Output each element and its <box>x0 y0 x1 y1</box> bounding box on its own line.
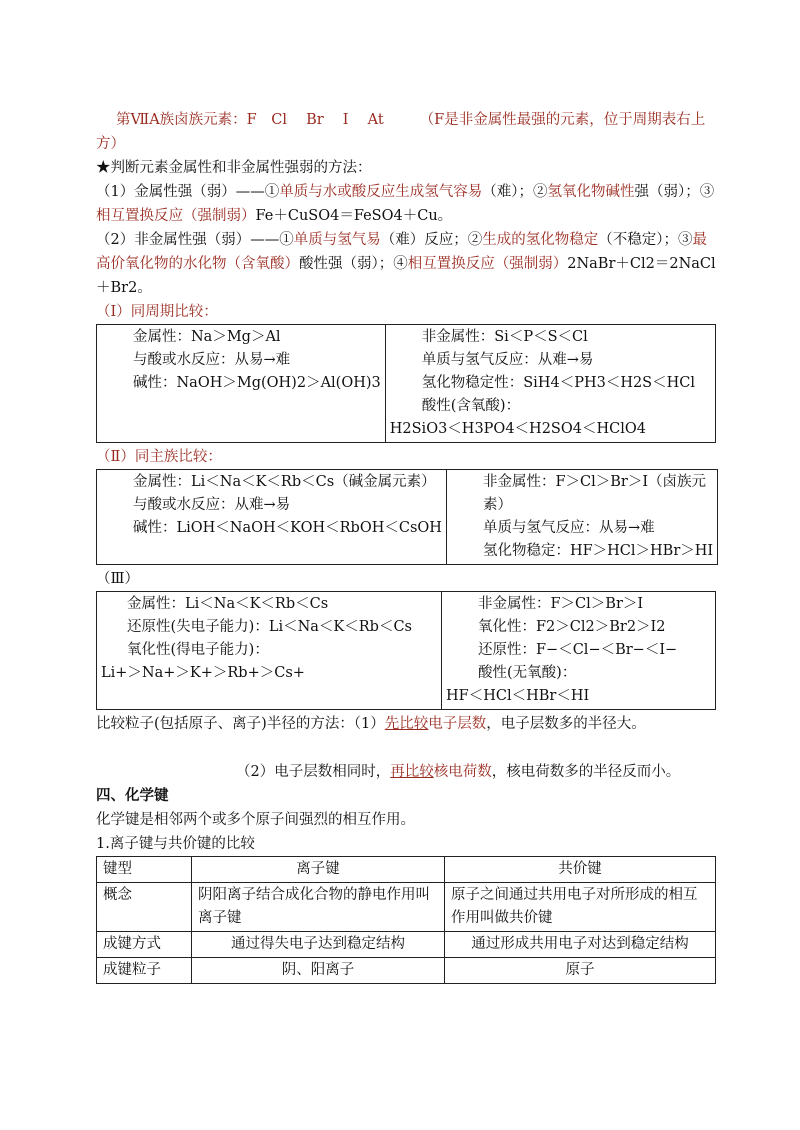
nonmetal-crit-e: 最高价氧化物的水化物（含氧酸） <box>96 232 707 272</box>
radius-method-1 <box>96 712 716 736</box>
third-right-line: 还原性：F−＜Cl−＜Br−＜I− <box>478 642 678 658</box>
period-right-line: H2SiO3＜H3PO4＜H2SO4＜HClO4 <box>389 421 646 437</box>
group-left-line: 金属性：Li＜Na＜K＜Rb＜Cs（碱金属元素） <box>133 474 436 490</box>
nonmetal-crit-g: 相互置换反应（强制弱） <box>407 256 568 272</box>
halogen-paragraph <box>96 108 716 156</box>
radius-text-c: 电子层数 <box>428 716 487 732</box>
third-right-line: 酸性(无氧酸)： <box>478 665 577 681</box>
period-right-line: 非金属性：Si＜P＜S＜Cl <box>421 329 588 345</box>
table-row <box>97 883 716 932</box>
period-right-line: 酸性(含氧酸)： <box>421 398 521 414</box>
third-table <box>96 591 716 710</box>
nonmetal-crit-a: 单质与氢气易 <box>293 232 381 248</box>
period-right-line: 单质与氢气反应：从难→易 <box>421 352 594 368</box>
third-right-cell <box>442 592 716 710</box>
radius-method-2 <box>96 760 716 784</box>
header-cell: 共价键 <box>445 857 716 883</box>
radius-text-h: ，核电荷数多的半径反而小。 <box>491 764 681 780</box>
radius-text-e: （2）电子层数相同时， <box>236 764 391 780</box>
group-left-line: 碱性：LiOH＜NaOH＜KOH＜RbOH＜CsOH <box>133 520 442 536</box>
table-cell: 成键粒子 <box>97 958 192 984</box>
nonmetal-crit-f: 酸性强（弱）；④ <box>299 256 408 272</box>
group-right-cell <box>446 470 717 565</box>
document-page <box>96 108 716 984</box>
bond-intro: 化学键是相邻两个或多个原子间强烈的相互作用。 <box>96 812 415 828</box>
group-right-line: 非金属性：F＞Cl＞Br＞I（卤族元素） <box>482 474 707 513</box>
table-cell: 概念 <box>97 883 192 932</box>
period-right-cell <box>385 325 715 443</box>
table-row <box>97 932 716 958</box>
table-cell: 原子之间通过共用电子对所形成的相互作用叫做共价键 <box>445 883 716 932</box>
metal-crit-b: （难）；② <box>482 184 548 200</box>
table-cell: 阴、阳离子 <box>192 958 445 984</box>
nonmetal-criteria <box>96 228 716 300</box>
group-heading: （Ⅱ）同主族比较： <box>96 449 222 465</box>
header-cell: 键型 <box>97 857 192 883</box>
header-cell: 离子键 <box>192 857 445 883</box>
period-right-line: 氢化物稳定性：SiH4＜PH3＜H2S＜HCl <box>421 375 695 391</box>
metal-crit-c: 氢氧化物碱性 <box>547 184 635 200</box>
third-right-line: HF＜HCl＜HBr＜HI <box>446 688 590 704</box>
period-left-line: 碱性：NaOH＞Mg(OH)2＞Al(OH)3 <box>133 375 381 391</box>
period-left-line: 与酸或水反应：从易→难 <box>133 352 291 368</box>
third-heading: （Ⅲ） <box>96 571 139 587</box>
radius-text-b: 先比较 <box>384 716 429 732</box>
table-cell: 原子 <box>445 958 716 984</box>
halogen-lead: 第ⅦA族卤族元素：F Cl Br I At <box>116 112 384 128</box>
table-cell: 通过形成共用电子对达到稳定结构 <box>445 932 716 958</box>
metal-crit-d: 强（弱）；③ <box>634 184 715 200</box>
table-cell: 阴阳离子结合成化合物的静电作用叫离子键 <box>192 883 445 932</box>
metal-criteria <box>96 180 716 228</box>
nonmetal-crit-d: （不稳定）；③ <box>598 232 693 248</box>
radius-text-a: 比较粒子(包括原子、离子)半径的方法：（1） <box>96 716 385 732</box>
table-header-row <box>97 857 716 883</box>
nonmetal-crit-c: 生成的氢化物稳定 <box>482 232 599 248</box>
radius-text-f: 再比较 <box>390 764 434 780</box>
third-left-line: Li+＞Na+＞K+＞Rb+＞Cs+ <box>101 665 305 681</box>
group-left-cell <box>97 470 447 565</box>
table-cell: 通过得失电子达到稳定结构 <box>192 932 445 958</box>
third-right-line: 氧化性：F2＞Cl2＞Br2＞I2 <box>478 619 666 635</box>
metal-prefix: （1）金属性强（弱）——① <box>96 184 280 200</box>
section-title: 四、化学键 <box>96 788 169 804</box>
period-left-cell <box>97 325 386 443</box>
third-right-line: 非金属性：F＞Cl＞Br＞I <box>478 596 644 612</box>
period-table <box>96 324 716 443</box>
radius-text-g: 核电荷数 <box>433 764 492 780</box>
group-table <box>96 469 718 565</box>
third-left-line: 还原性(失电子能力)：Li＜Na＜K＜Rb＜Cs <box>127 619 412 635</box>
group-left-line: 与酸或水反应：从难→易 <box>133 497 291 513</box>
group-right-line: 氢化物稳定：HF＞HCl＞HBr＞HI <box>482 543 714 559</box>
halogen-note: （F是非金属性最强的元素，位于周期表右上方） <box>96 112 706 152</box>
metal-crit-f: Fe＋CuSO4＝FeSO4＋Cu。 <box>255 208 453 224</box>
bond-comparison-table <box>96 856 716 984</box>
table-row <box>97 958 716 984</box>
metal-crit-a: 单质与水或酸反应生成氢气容易 <box>279 184 483 200</box>
third-left-line: 氧化性(得电子能力)： <box>127 642 269 658</box>
period-left-line: 金属性：Na＞Mg＞Al <box>133 329 281 345</box>
method-heading: ★判断元素金属性和非金属性强弱的方法： <box>96 160 372 176</box>
metal-crit-e: 相互置换反应（强制弱） <box>96 208 256 224</box>
radius-text-d: ，电子层数多的半径大。 <box>486 716 646 732</box>
period-heading: （Ⅰ）同周期比较： <box>96 304 218 320</box>
third-left-cell <box>97 592 442 710</box>
nonmetal-prefix: （2）非金属性强（弱）——① <box>96 232 294 248</box>
nonmetal-crit-h: 2NaBr＋Cl2＝2NaCl＋Br2。 <box>96 256 716 296</box>
nonmetal-crit-b: （难）反应；② <box>380 232 483 248</box>
table-cell: 成键方式 <box>97 932 192 958</box>
group-right-line: 单质与氢气反应：从易→难 <box>482 520 655 536</box>
third-left-line: 金属性：Li＜Na＜K＜Rb＜Cs <box>127 596 329 612</box>
bond-subheading: 1.离子键与共价键的比较 <box>96 836 255 852</box>
